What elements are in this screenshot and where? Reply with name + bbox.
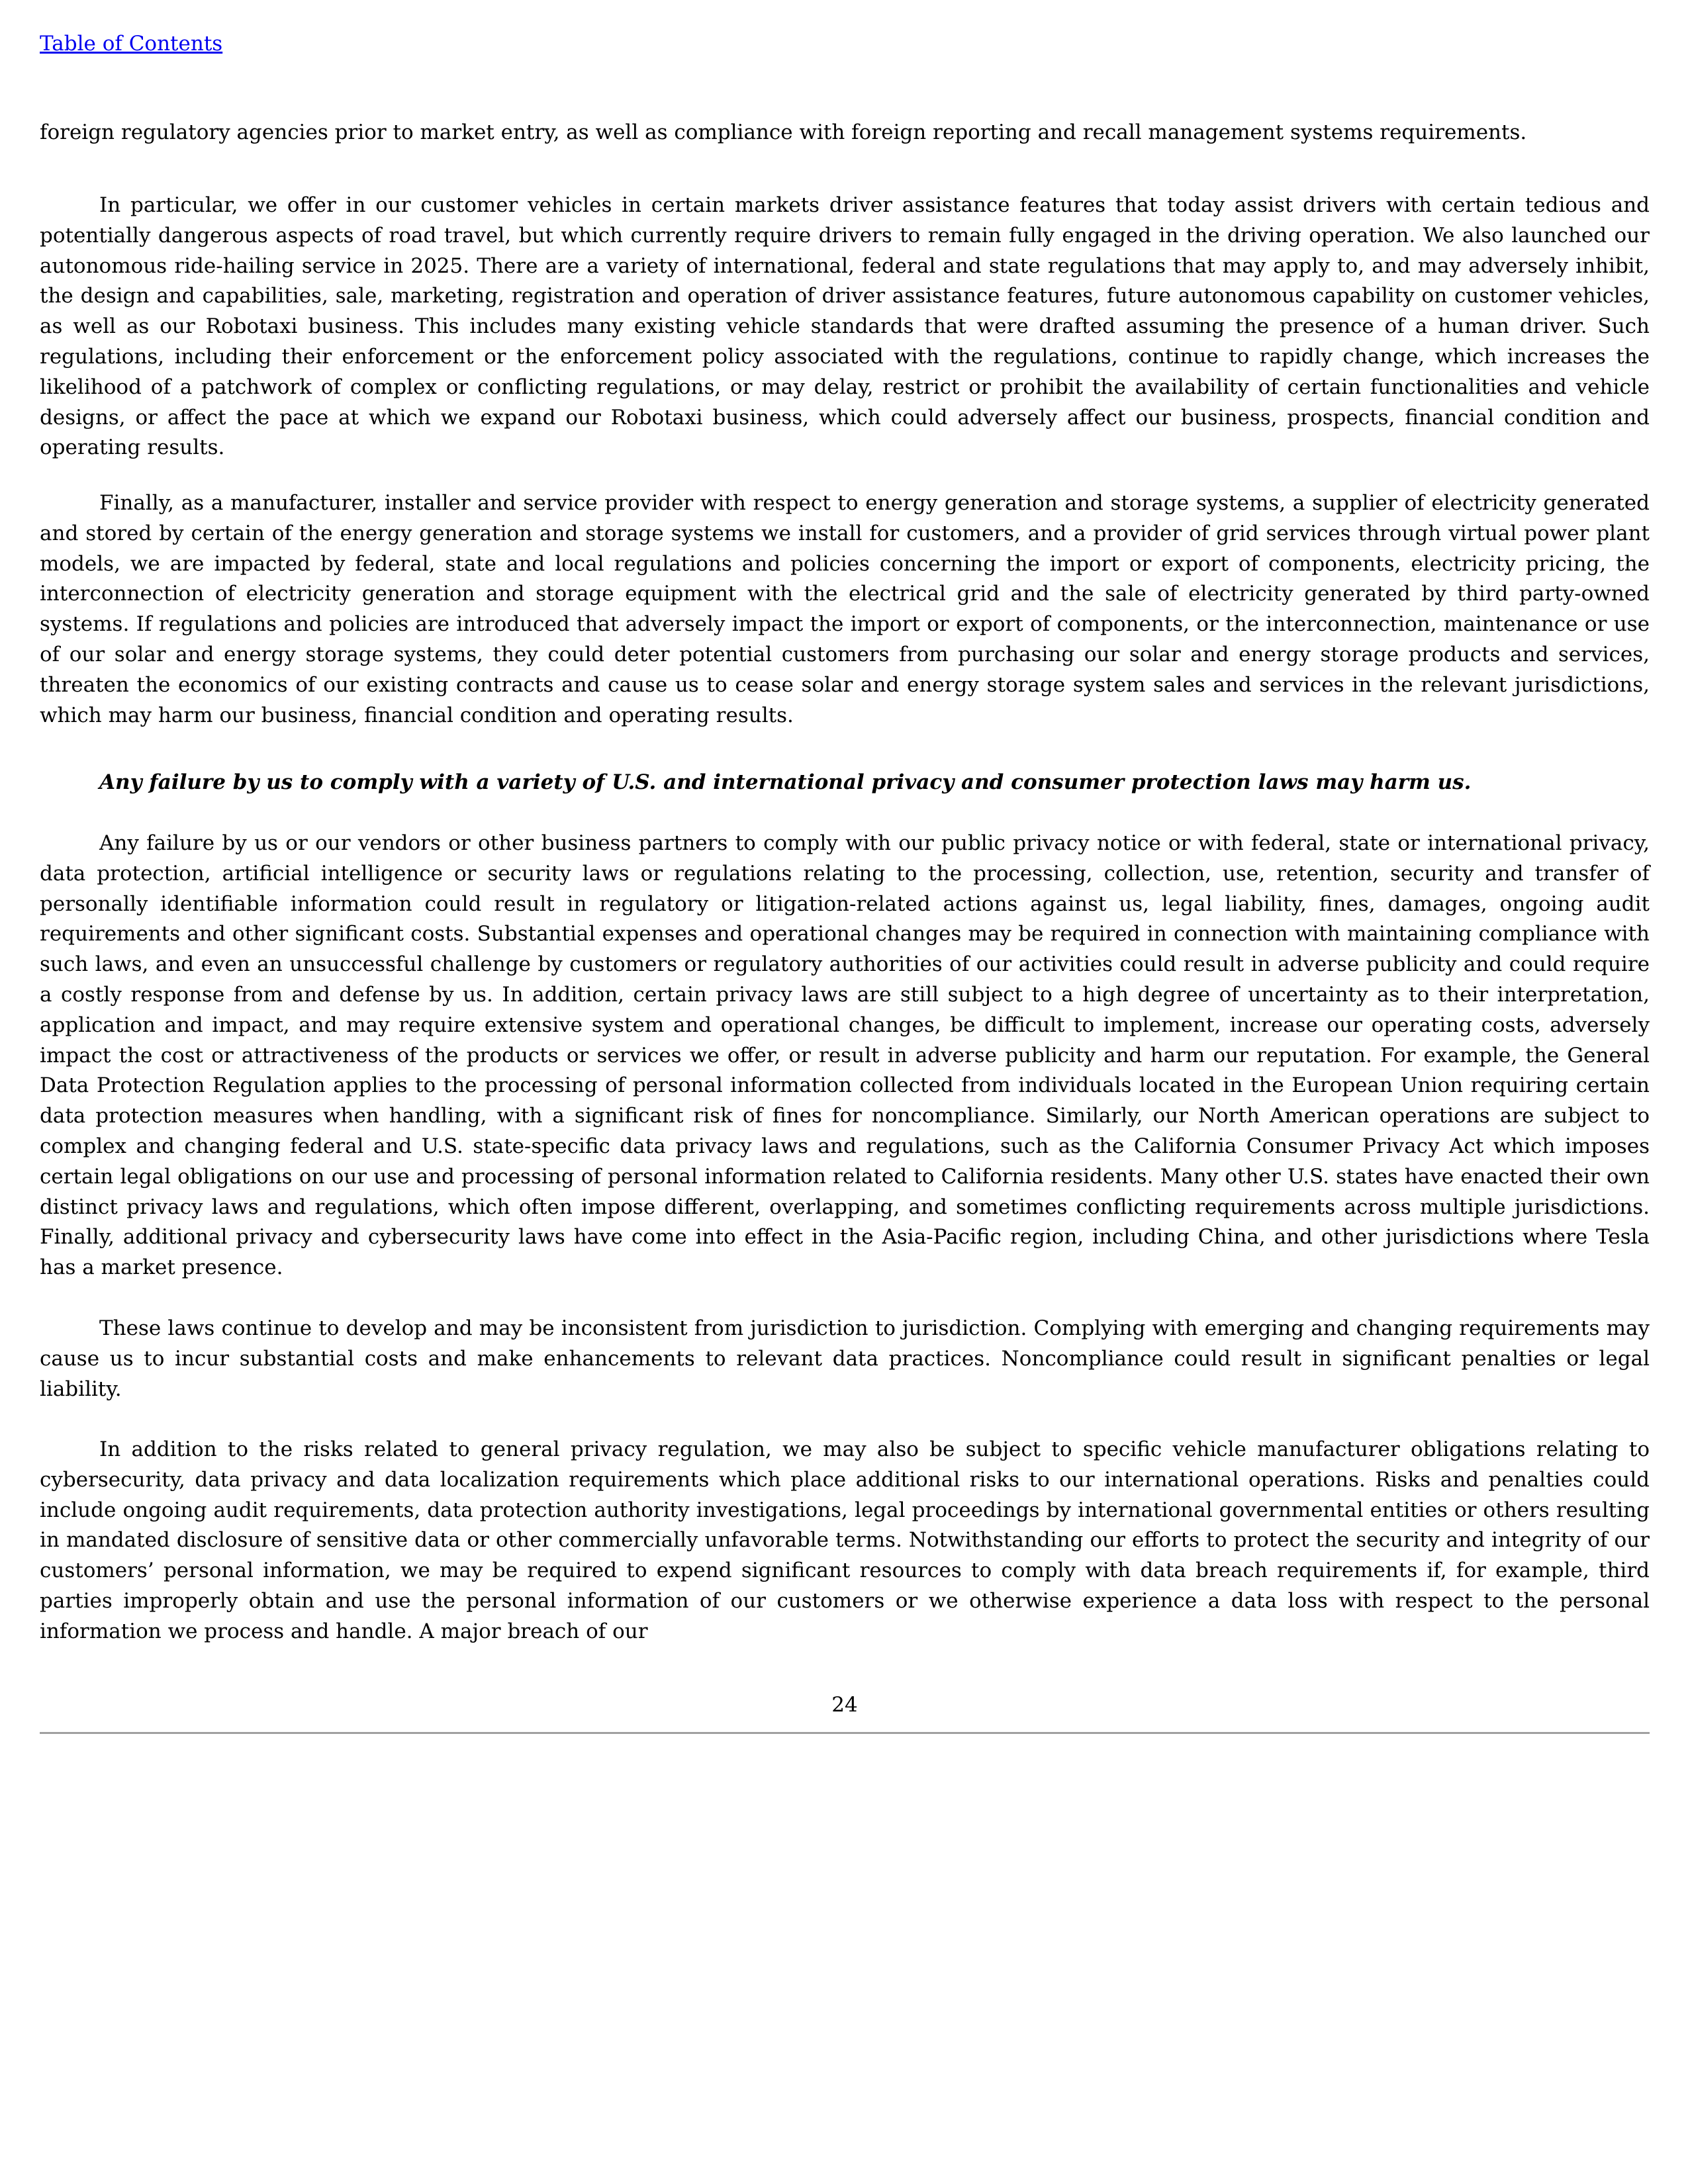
section-heading-privacy: Any failure by us to comply with a variety of U.S. and international privacy and consumer protection laws may harm us. xyxy=(99,770,1472,794)
paragraph-energy-regulations: Finally, as a manufacturer, installer and service provider with respect to energy generation and storage systems, a supplier of electricity generated and stored by certain of the energy generation and storage systems we install for customers, and a provider of grid services through virtual power plant models, we are impacted by federal, state and local regulations and policies concerning the import or export of components, electricity pricing, the interconnection of electricity generation and storage equipment with the electrical grid and the sale of electricity generated by third party-owned systems. If regulations and policies are introduced that adversely impact the import or export of components, or the interconnection, maintenance or use of our solar and energy storage systems, they could deter potential customers from purchasing our solar and energy storage products and services, threaten the economics of our existing contracts and cause us to cease solar and energy storage system sales and services in the relevant jurisdictions, which may harm our business, financial condition and operating results. xyxy=(40,491,1650,727)
page-number: 24 xyxy=(831,1693,858,1717)
table-of-contents-link[interactable]: Table of Contents xyxy=(40,32,223,56)
paragraph-privacy-compliance: Any failure by us or our vendors or other business partners to comply with our public privacy notice or with federal, state or international privacy, data protection, artificial intelligence or security laws or regulations relating to the processing, collection, use, retention, security and transfer of personally identifiable information could result in regulatory or litigation-related actions against us, legal liability, fines, damages, ongoing audit requirements and other significant costs. Substantial expenses and operational changes may be required in connection with maintaining compliance with such laws, and even an unsuccessful challenge by customers or regulatory authorities of our activities could result in adverse publicity and could require a costly response from and defense by us. In addition, certain privacy laws are still subject to a high degree of uncertainty as to their interpretation, application and impact, and may require extensive system and operational changes, be difficult to implement, increase our operating costs, adversely impact the cost or attractiveness of the products or services we offer, or result in adverse publicity and harm our reputation. For example, the General Data Protection Regulation applies to the processing of personal information collected from individuals located in the European Union requiring certain data protection measures when handling, with a significant risk of fines for noncompliance. Similarly, our North American operations are subject to complex and changing federal and U.S. state-specific data privacy laws and regulations, such as the California Consumer Privacy Act which imposes certain legal obligations on our use and processing of personal information related to California residents. Many other U.S. states have enacted their own distinct privacy laws and regulations, which often impose different, overlapping, and sometimes conflicting requirements across multiple jurisdictions. Finally, additional privacy and cybersecurity laws have come into effect in the Asia-Pacific region, including China, and other jurisdictions where Tesla has a market presence. xyxy=(40,831,1650,1280)
paragraph-cybersecurity: In addition to the risks related to general privacy regulation, we may also be subject to specific vehicle manufacturer obligations relating to cybersecurity, data privacy and data localization requirements which place additional risks to our international operations. Risks and penalties could include ongoing audit requirements, data protection authority investigations, legal proceedings by international governmental entities or others resulting in mandated disclosure of sensitive data or other commercially unfavorable terms. Notwithstanding our efforts to protect the security and integrity of our customers’ personal information, we may be required to expend significant resources to comply with data breach requirements if, for example, third parties improperly obtain and use the personal information of our customers or we otherwise experience a data loss with respect to the personal information we process and handle. A major breach of our xyxy=(40,1437,1650,1643)
paragraph-driver-assistance: In particular, we offer in our customer vehicles in certain markets driver assistance features that today assist drivers with certain tedious and potentially dangerous aspects of road travel, but which currently require drivers to remain fully engaged in the driving operation. We also launched our autonomous ride-hailing service in 2025. There are a variety of international, federal and state regulations that may apply to, and may adversely inhibit, the design and capabilities, sale, marketing, registration and operation of driver assistance features, future autonomous capability on customer vehicles, as well as our Robotaxi business. This includes many existing vehicle standards that were drafted assuming the presence of a human driver. Such regulations, including their enforcement or the enforcement policy associated with the regulations, continue to rapidly change, which increases the likelihood of a patchwork of complex or conflicting regulations, or may delay, restrict or prohibit the availability of certain functionalities and vehicle designs, or affect the pace at which we expand our Robotaxi business, which could adversely affect our business, prospects, financial condition and operating results. xyxy=(40,193,1650,460)
page-divider xyxy=(40,1732,1650,1734)
paragraph-laws-develop: These laws continue to develop and may be inconsistent from jurisdiction to jurisdiction. Complying with emerging and changing requirements may cause us to incur substantial costs and make enhancements to relevant data practices. Noncompliance could result in significant penalties or legal liability. xyxy=(40,1316,1650,1401)
paragraph-foreign-regulatory: foreign regulatory agencies prior to market entry, as well as compliance with foreign reporting and recall management systems requirements. xyxy=(40,120,1527,144)
